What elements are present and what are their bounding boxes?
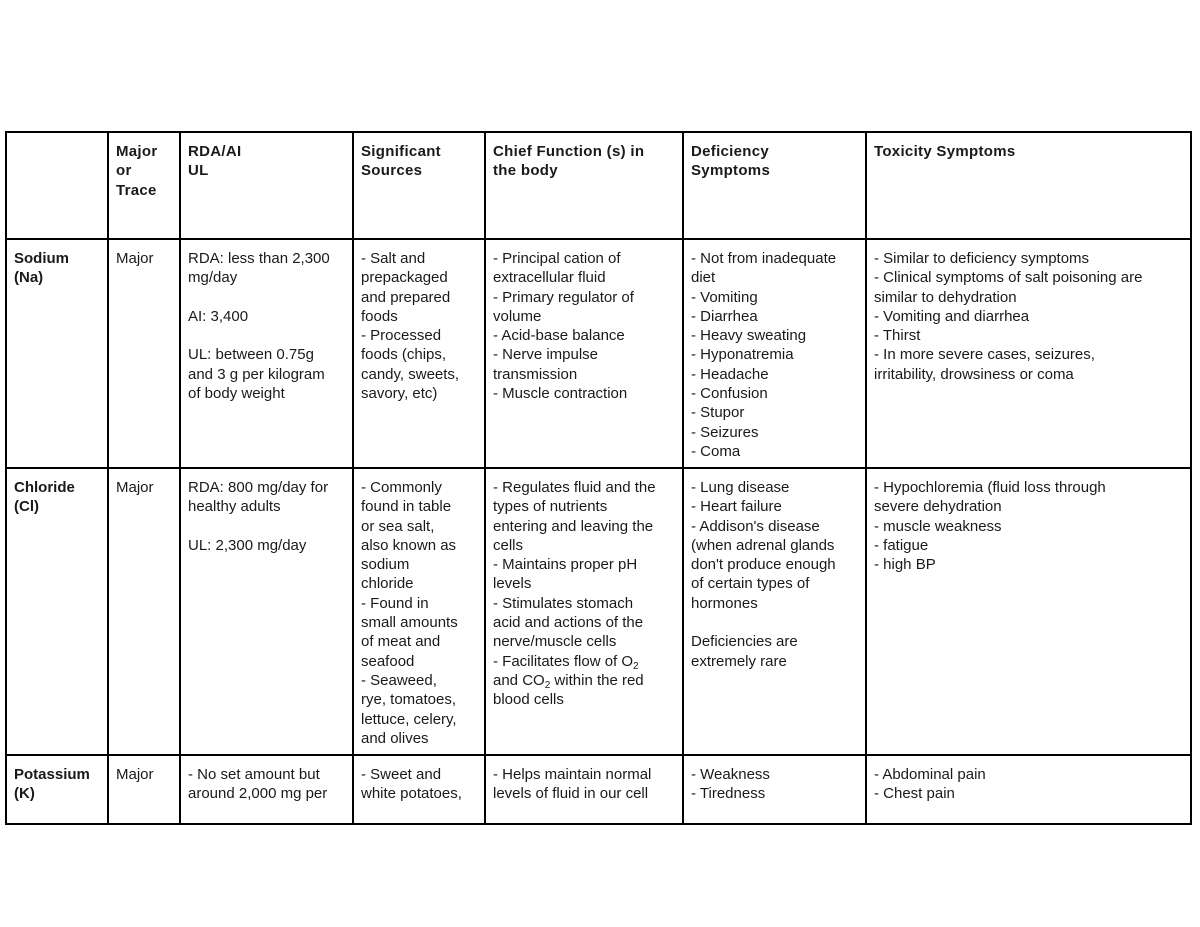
functions-cell — [485, 755, 683, 824]
toxicity-text: - Abdominal pain - Chest pain — [874, 766, 986, 803]
rda-cell: RDA: less than 2,300 mg/day AI: 3,400 UL: between 0.75g and 3 g per kilogram of body weight — [180, 239, 353, 468]
sources-cell: - Salt and prepackaged and prepared foods - Processed foods (chips, candy, sweets, savory, etc) — [353, 239, 485, 468]
deficiency-cell — [683, 755, 866, 824]
functions-text-part: within the red blood cells — [493, 671, 644, 709]
major-trace-cell: Major — [108, 239, 180, 468]
table-row-potassium — [6, 755, 1191, 824]
rda-cell — [180, 755, 353, 824]
subscript-2: 2 — [633, 660, 639, 672]
deficiency-text: - Weakness - Tiredness — [691, 766, 770, 803]
mineral-name-text: Potassium (K) — [14, 766, 90, 803]
header-major-or-trace: Major or Trace — [108, 132, 180, 239]
toxicity-cell: - Similar to deficiency symptoms - Clinical symptoms of salt poisoning are similar to dehydration - Vomiting and diarrhea - Thirst - In more severe cases, seizures, irritability, drowsiness or coma — [866, 239, 1191, 468]
functions-text-part: - Regulates fluid and the types of nutrients entering and leaving the cells - Maintains proper pH levels - Stimulates stomach acid and actions of the nerve/muscle cells - Facilitates flow of O — [493, 479, 656, 670]
major-trace-text: Major — [116, 766, 154, 783]
rda-cell: RDA: 800 mg/day for healthy adults UL: 2,300 mg/day — [180, 468, 353, 755]
toxicity-cell — [866, 755, 1191, 824]
header-deficiency-symptoms: Deficiency Symptoms — [683, 132, 866, 239]
mineral-name-cell — [6, 755, 108, 824]
subscript-2: 2 — [544, 679, 551, 691]
functions-cell: - Principal cation of extracellular fluid - Primary regulator of volume - Acid-base balance - Nerve impulse transmission - Muscle contraction — [485, 239, 683, 468]
mineral-name-cell: Chloride (Cl) — [6, 468, 108, 755]
header-empty — [6, 132, 108, 239]
header-significant-sources: Significant Sources — [353, 132, 485, 239]
table-header-row — [6, 132, 1191, 239]
toxicity-cell: - Hypochloremia (fluid loss through severe dehydration - muscle weakness - fatigue - high BP — [866, 468, 1191, 755]
sources-cell — [353, 755, 485, 824]
major-trace-cell: Major — [108, 468, 180, 755]
mineral-name-cell: Sodium (Na) — [6, 239, 108, 468]
functions-text-part: and CO — [493, 671, 545, 689]
deficiency-cell: - Lung disease - Heart failure - Addison's disease (when adrenal glands don't produce enough of certain types of hormones Deficiencies are extremely rare — [683, 468, 866, 755]
deficiency-cell: - Not from inadequate diet - Vomiting - Diarrhea - Heavy sweating - Hyponatremia - Headache - Confusion - Stupor - Seizures - Coma — [683, 239, 866, 468]
table-row-sodium — [6, 239, 1191, 468]
table-row-chloride — [6, 468, 1191, 755]
header-toxicity-symptoms: Toxicity Symptoms — [866, 132, 1191, 239]
rda-text: - No set amount but around 2,000 mg per — [188, 766, 328, 803]
sources-cell: - Commonly found in table or sea salt, also known as sodium chloride - Found in small amounts of meat and seafood - Seaweed, rye, tomatoes, lettuce, celery, and olives — [353, 468, 485, 755]
major-trace-cell — [108, 755, 180, 824]
functions-cell — [485, 468, 683, 755]
header-rda-ai-ul: RDA/AI UL — [180, 132, 353, 239]
sources-text: - Sweet and white potatoes, — [361, 766, 462, 803]
minerals-table — [5, 131, 1192, 825]
header-chief-function: Chief Function (s) in the body — [485, 132, 683, 239]
functions-text: - Helps maintain normal levels of fluid in our cell — [493, 766, 652, 803]
